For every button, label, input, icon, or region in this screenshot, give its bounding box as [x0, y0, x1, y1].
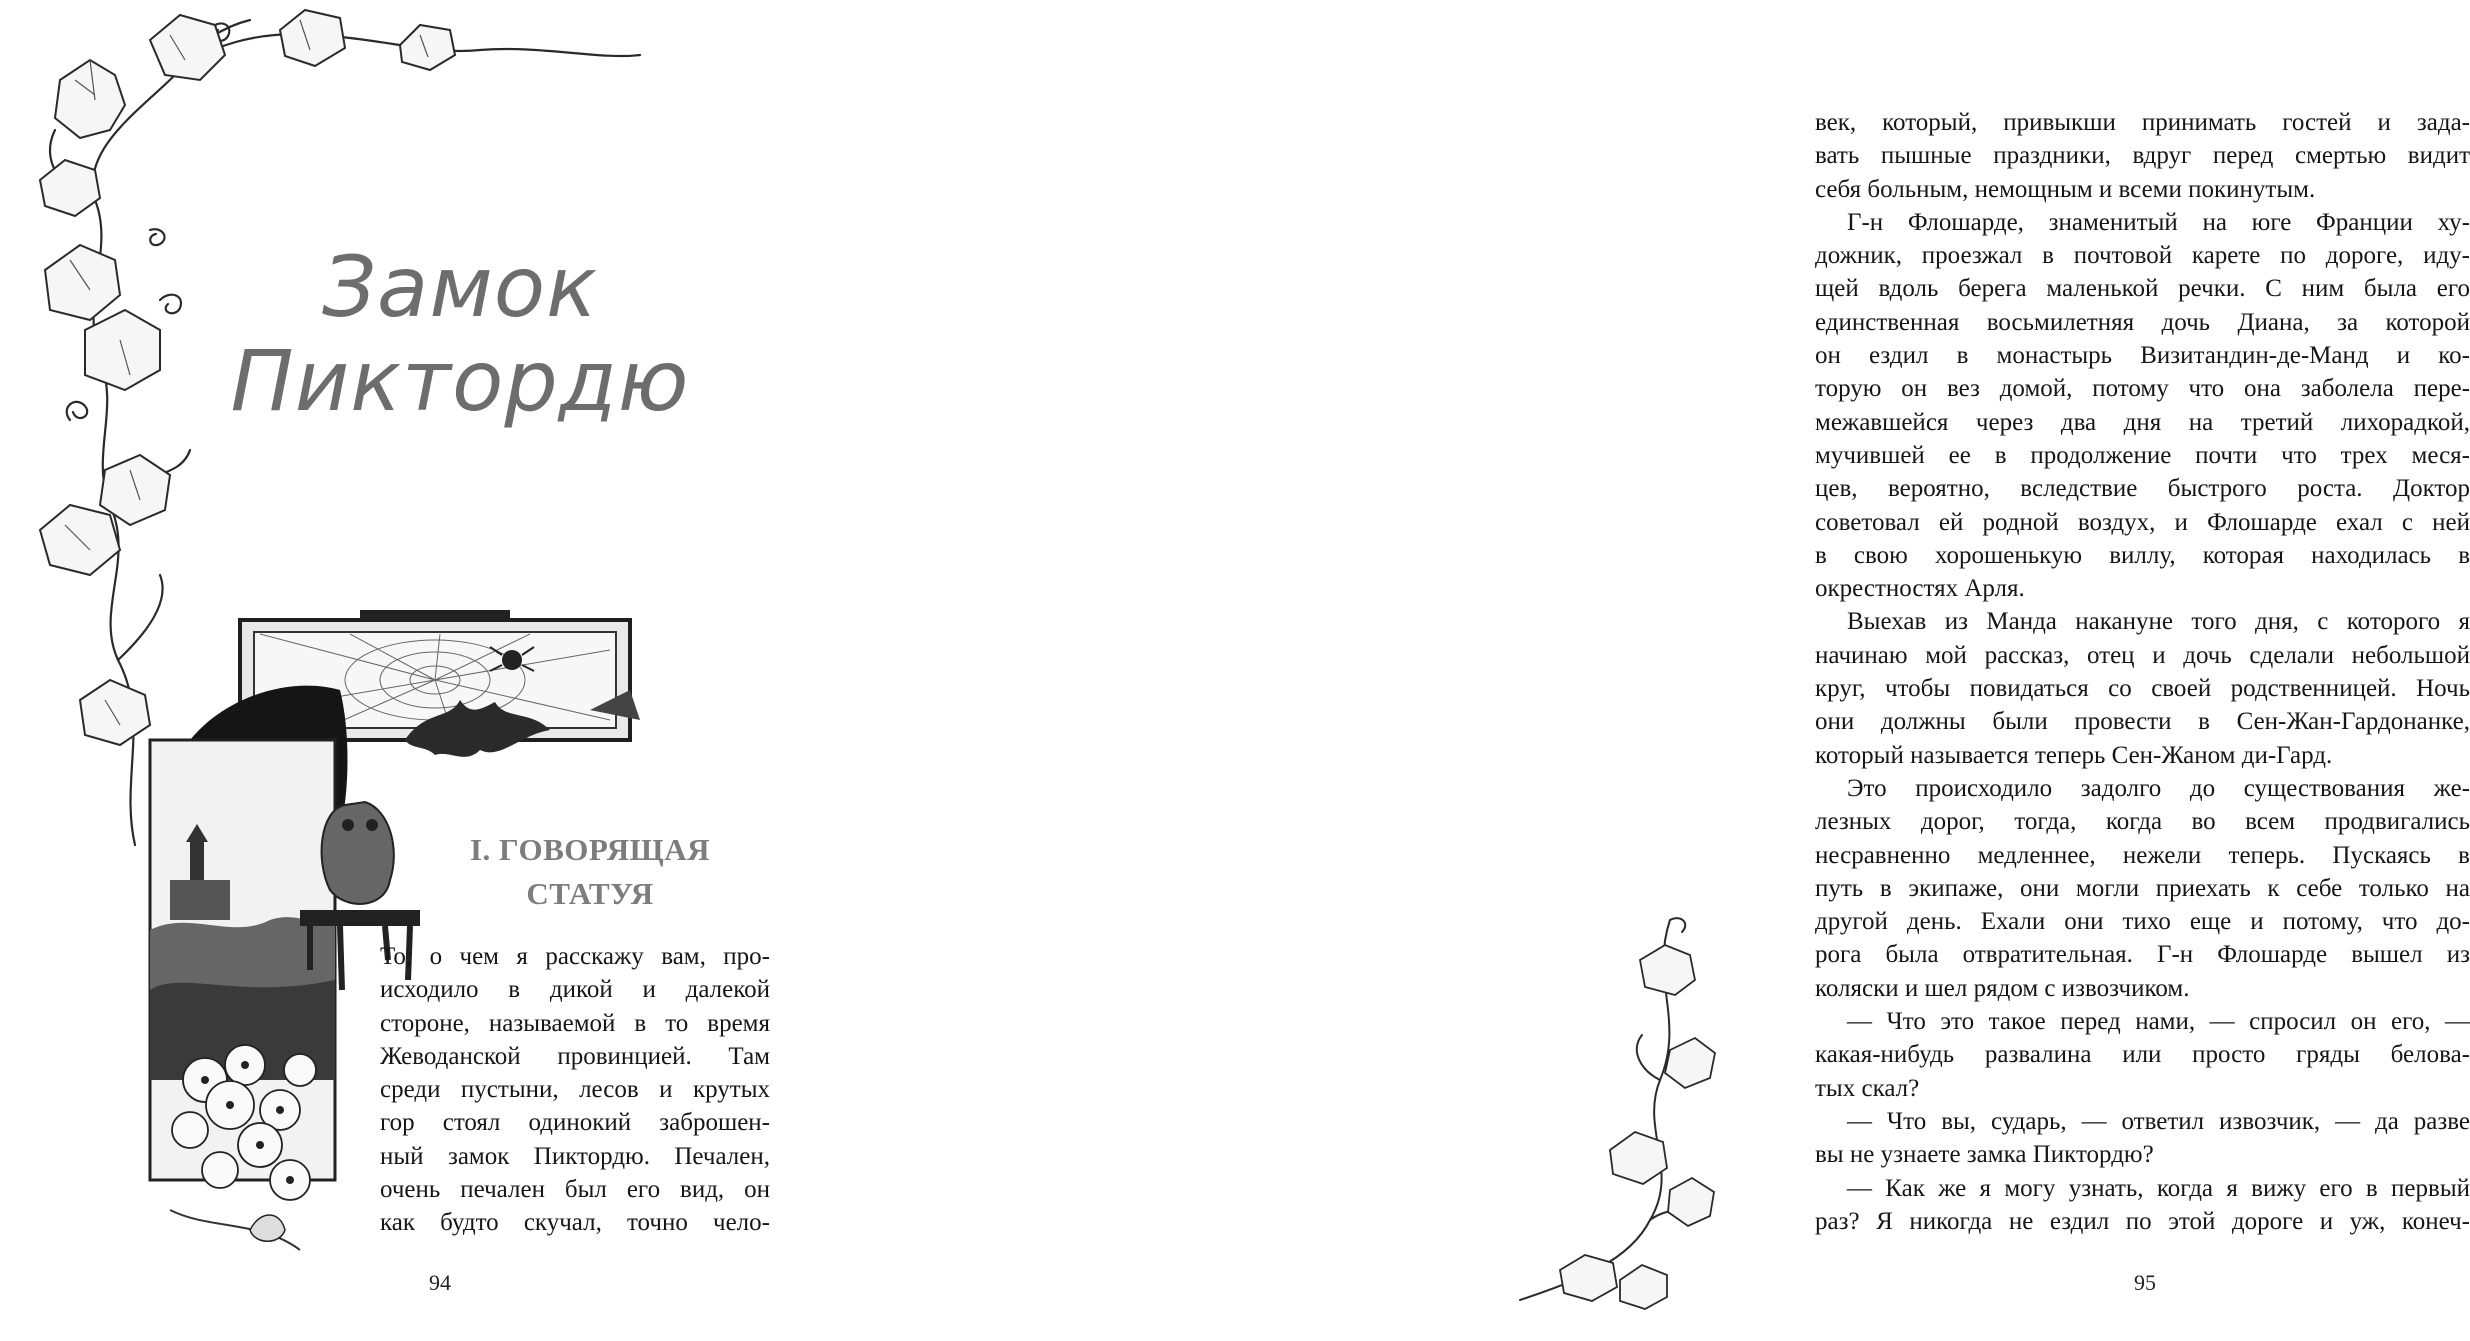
- text-line: в свою хорошенькую виллу, которая находилась в: [1815, 541, 2470, 569]
- text-line: То, о чем я расскажу вам, про-: [380, 943, 770, 970]
- section-heading-line: I. ГОВОРЯЩАЯ: [469, 832, 710, 867]
- text-line: он ездил в монастырь Визитандин-де-Манд и ко-: [1815, 342, 2470, 370]
- text-line: щей вдоль берега маленькой речки. С ним была его: [1815, 275, 2470, 303]
- text-line: мучившей ее в продолжение почти что трех меся-: [1815, 441, 2470, 469]
- page-number: 94: [429, 1270, 451, 1295]
- text-line: — Что это такое перед нами, — спросил он его, —: [1847, 1008, 2470, 1036]
- text-line: себя больным, немощным и всеми покинутым.: [1815, 175, 2316, 203]
- text-line: исходило в дикой и далекой: [380, 976, 770, 1004]
- text-line: дожник, проезжал в почтовой карете по дороге, иду-: [1815, 242, 2470, 270]
- text-line: среди пустыни, лесов и крутых: [380, 1076, 770, 1104]
- text-line: межавшейся через два дня на третий лихорадкой,: [1815, 408, 2470, 436]
- chapter-title-line: Пиктордю: [230, 332, 690, 430]
- section-heading: [420, 828, 760, 916]
- body-text: [1815, 106, 2470, 1238]
- text-line: круг, чтобы повидаться со своей родственницей. Ночь: [1815, 675, 2470, 703]
- text-line: Выехав из Манда накануне того дня, с которого я: [1847, 608, 2470, 636]
- section-heading-line: СТАТУЯ: [526, 876, 654, 911]
- text-line: век, который, привыкши принимать гостей и зада-: [1815, 109, 2470, 136]
- text-line: раз? Я никогда не ездил по этой дороге и уж, конеч-: [1815, 1207, 2470, 1235]
- text-line: как будто скучал, точно чело-: [380, 1209, 770, 1237]
- text-line: — Как же я могу узнать, когда я вижу его в первый: [1847, 1174, 2470, 1202]
- text-line: Жеводанской провинцией. Там: [380, 1042, 770, 1070]
- text-line: коляски и шел рядом с извозчиком.: [1815, 974, 2190, 1002]
- text-line: — Что вы, сударь, — ответил извозчик, — да разве: [1847, 1107, 2470, 1135]
- text-line: вать пышные праздники, вдруг перед смертью видит: [1815, 142, 2470, 170]
- text-line: другой день. Ехали они тихо еще и потому, что до-: [1815, 908, 2470, 936]
- body-text: [380, 940, 770, 1240]
- text-line: несравненно медленнее, нежели теперь. Пускаясь в: [1815, 841, 2470, 869]
- text-line: окрестностях Арля.: [1815, 575, 2025, 603]
- text-line: ный замок Пиктордю. Печален,: [380, 1142, 770, 1170]
- chapter-title-line: Замок: [322, 238, 598, 336]
- page-number: 95: [2134, 1270, 2156, 1295]
- text-line: вы не узнаете замка Пиктордю?: [1815, 1141, 2154, 1169]
- text-line: цев, вероятно, вследствие быстрого роста. Доктор: [1815, 475, 2470, 503]
- text-line: стороне, называемой в то время: [380, 1009, 770, 1037]
- text-line: который называется теперь Сен-Жаном ди-Гард.: [1815, 741, 2333, 769]
- text-line: какая-нибудь развалина или просто гряды белова-: [1815, 1041, 2470, 1069]
- text-line: Это происходило задолго до существования же-: [1847, 774, 2470, 802]
- text-line: советовал ей родной воздух, и Флошарде ехал с ней: [1815, 508, 2470, 536]
- text-line: гор стоял одинокий заброшен-: [380, 1109, 770, 1137]
- text-line: единственная восьмилетняя дочь Диана, за которой: [1815, 308, 2470, 336]
- text-line: лезных дорог, тогда, когда во всем продвигались: [1815, 808, 2470, 836]
- text-line: рога была отвратительная. Г-н Флошарде вышел из: [1815, 941, 2470, 969]
- text-line: тых скал?: [1815, 1074, 1920, 1102]
- text-line: они должны были провести в Сен-Жан-Гардонанке,: [1815, 708, 2470, 736]
- chapter-title: [230, 240, 690, 428]
- grapevine-ornament: [1520, 900, 1720, 1340]
- text-line: Г-н Флошарде, знаменитый на юге Франции ху-: [1847, 208, 2470, 236]
- text-line: начинаю мой рассказ, отец и дочь сделали небольшой: [1815, 641, 2470, 669]
- text-line: очень печален был его вид, он: [380, 1176, 770, 1204]
- left-page: [0, 0, 860, 1341]
- text-line: путь в экипаже, они могли приехать к себе только на: [1815, 874, 2470, 902]
- right-page: [860, 0, 2470, 1341]
- text-line: торую он вез домой, потому что она заболела пере-: [1815, 375, 2470, 403]
